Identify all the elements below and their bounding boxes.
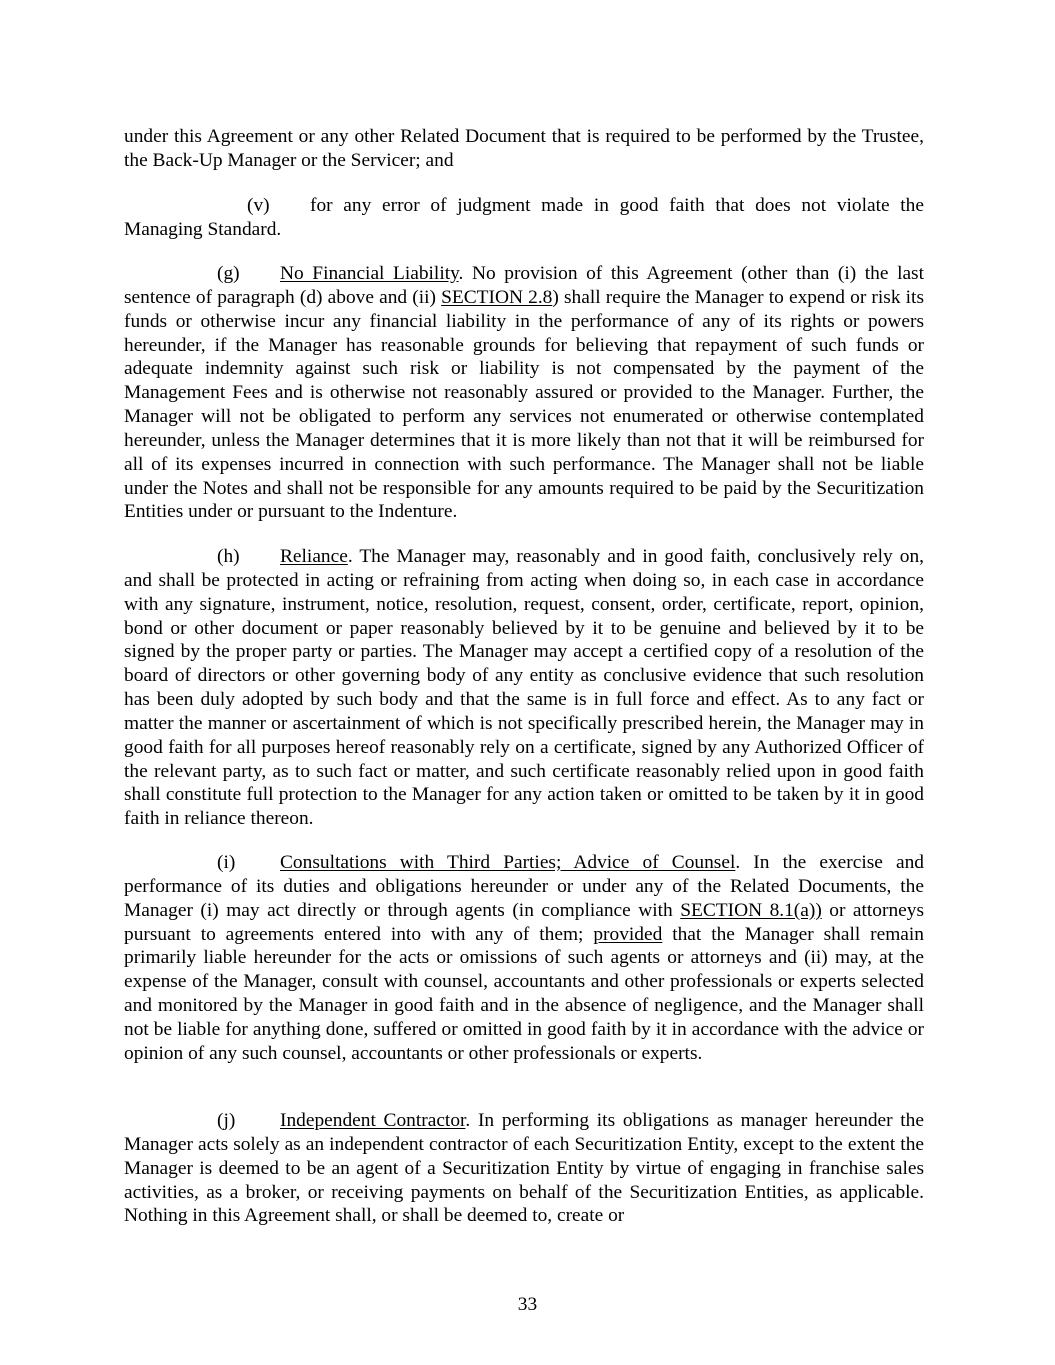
- section-g-label: (g): [217, 263, 240, 284]
- section-i-paragraph: [124, 851, 924, 1066]
- section-g-text-2: ) shall require the Manager to expend or risk its funds or otherwise incur any financial liability in the performance of any of its rights or powers hereunder, if the Manager has reasonable grounds for believing that repayment of such funds or adequate indemnity against such risk or liability is not compensated by the payment of the Management Fees and is otherwise not reasonably assured or provided to the Manager. Further, the Manager will not be obligated to perform any services not enumerated or otherwise contemplated hereunder, unless the Manager determines that it is more likely than not that it will be reimbursed for all of its expenses incurred in connection with such performance. The Manager shall not be liable under the Notes and shall not be responsible for any amounts required to be paid by the Securitization Entities under or pursuant to the Indenture.: [124, 286, 924, 523]
- section-i-text-2: or attorneys pursuant to agreements entered into with any of them;: [124, 899, 924, 945]
- section-h-heading: Reliance: [280, 546, 348, 567]
- item-v-label: (v): [247, 195, 270, 216]
- item-v-text: for any error of judgment made in good faith that does not violate the Managing Standard.: [124, 195, 924, 240]
- section-g-heading: No Financial Liability: [280, 263, 459, 284]
- section-j-heading: Independent Contractor: [280, 1110, 466, 1131]
- section-g-paragraph: [124, 262, 924, 524]
- section-2-8-reference: SECTION 2.8: [441, 286, 553, 308]
- section-i-label: (i): [217, 852, 236, 873]
- section-j-paragraph: [124, 1109, 924, 1228]
- item-v-paragraph: [124, 194, 924, 242]
- section-h-paragraph: [124, 545, 924, 831]
- section-i-text-3: that the Manager shall remain primarily liable hereunder for the acts or omissions of such agents or attorneys and (ii) may, at the expense of the Manager, consult with counsel, accountants and other professionals or experts selected and monitored by the Manager in good faith and in the absence of negligence, and the Manager shall not be liable for anything done, suffered or omitted in good faith by it in accordance with the advice or opinion of any such counsel, accountants or other professionals or experts.: [124, 923, 924, 1064]
- section-j-label: (j): [217, 1110, 236, 1131]
- page-number: 33: [517, 1294, 538, 1315]
- section-h-text: . The Manager may, reasonably and in good faith, conclusively rely on, and shall be protected in acting or refraining from acting when doing so, in each case in accordance with any signature, instrument, notice, resolution, request, consent, order, certificate, report, opinion, bond or other document or paper reasonably believed by it to be genuine and believed by it to be signed by the proper party or parties. The Manager may accept a certified copy of a resolution of the board of directors or other governing body of any entity as conclusive evidence that such resolution has been duly adopted by such body and that the same is in full force and effect. As to any fact or matter the manner or ascertainment of which is not specifically prescribed herein, the Manager may in good faith for all purposes hereof reasonably rely on a certificate, signed by any Authorized Officer of the relevant party, as to such fact or matter, and such certificate reasonably relied upon in good faith shall constitute full protection to the Manager for any action taken or omitted to be taken by it in good faith in reliance thereon.: [124, 546, 924, 830]
- section-i-heading: Consultations with Third Parties; Advice of Counsel: [280, 852, 736, 873]
- section-g-text-1: . No provision of this Agreement (other than (i) the last sentence of paragraph (d) above and (ii): [124, 263, 924, 308]
- provided-term: provided: [593, 923, 663, 945]
- section-8-1a-reference: SECTION 8.1(a)): [680, 899, 822, 921]
- section-j-text: . In performing its obligations as manager hereunder the Manager acts solely as an independent contractor of each Securitization Entity, except to the extent the Manager is deemed to be an agent of a Securitization Entity by virtue of engaging in franchise sales activities, as a broker, or receiving payments on behalf of the Securitization Entities, as applicable. Nothing in this Agreement shall, or shall be deemed to, create or: [124, 1110, 924, 1227]
- continuation-paragraph: [124, 125, 924, 173]
- section-h-label: (h): [217, 546, 240, 567]
- continuation-text: under this Agreement or any other Related Document that is required to be performed by the Trustee, the Back-Up Manager or the Servicer; and: [124, 126, 924, 171]
- section-i-text-1: . In the exercise and performance of its duties and obligations hereunder or under any of the Related Documents, the Manager (i) may act directly or through agents (in compliance with: [124, 852, 924, 921]
